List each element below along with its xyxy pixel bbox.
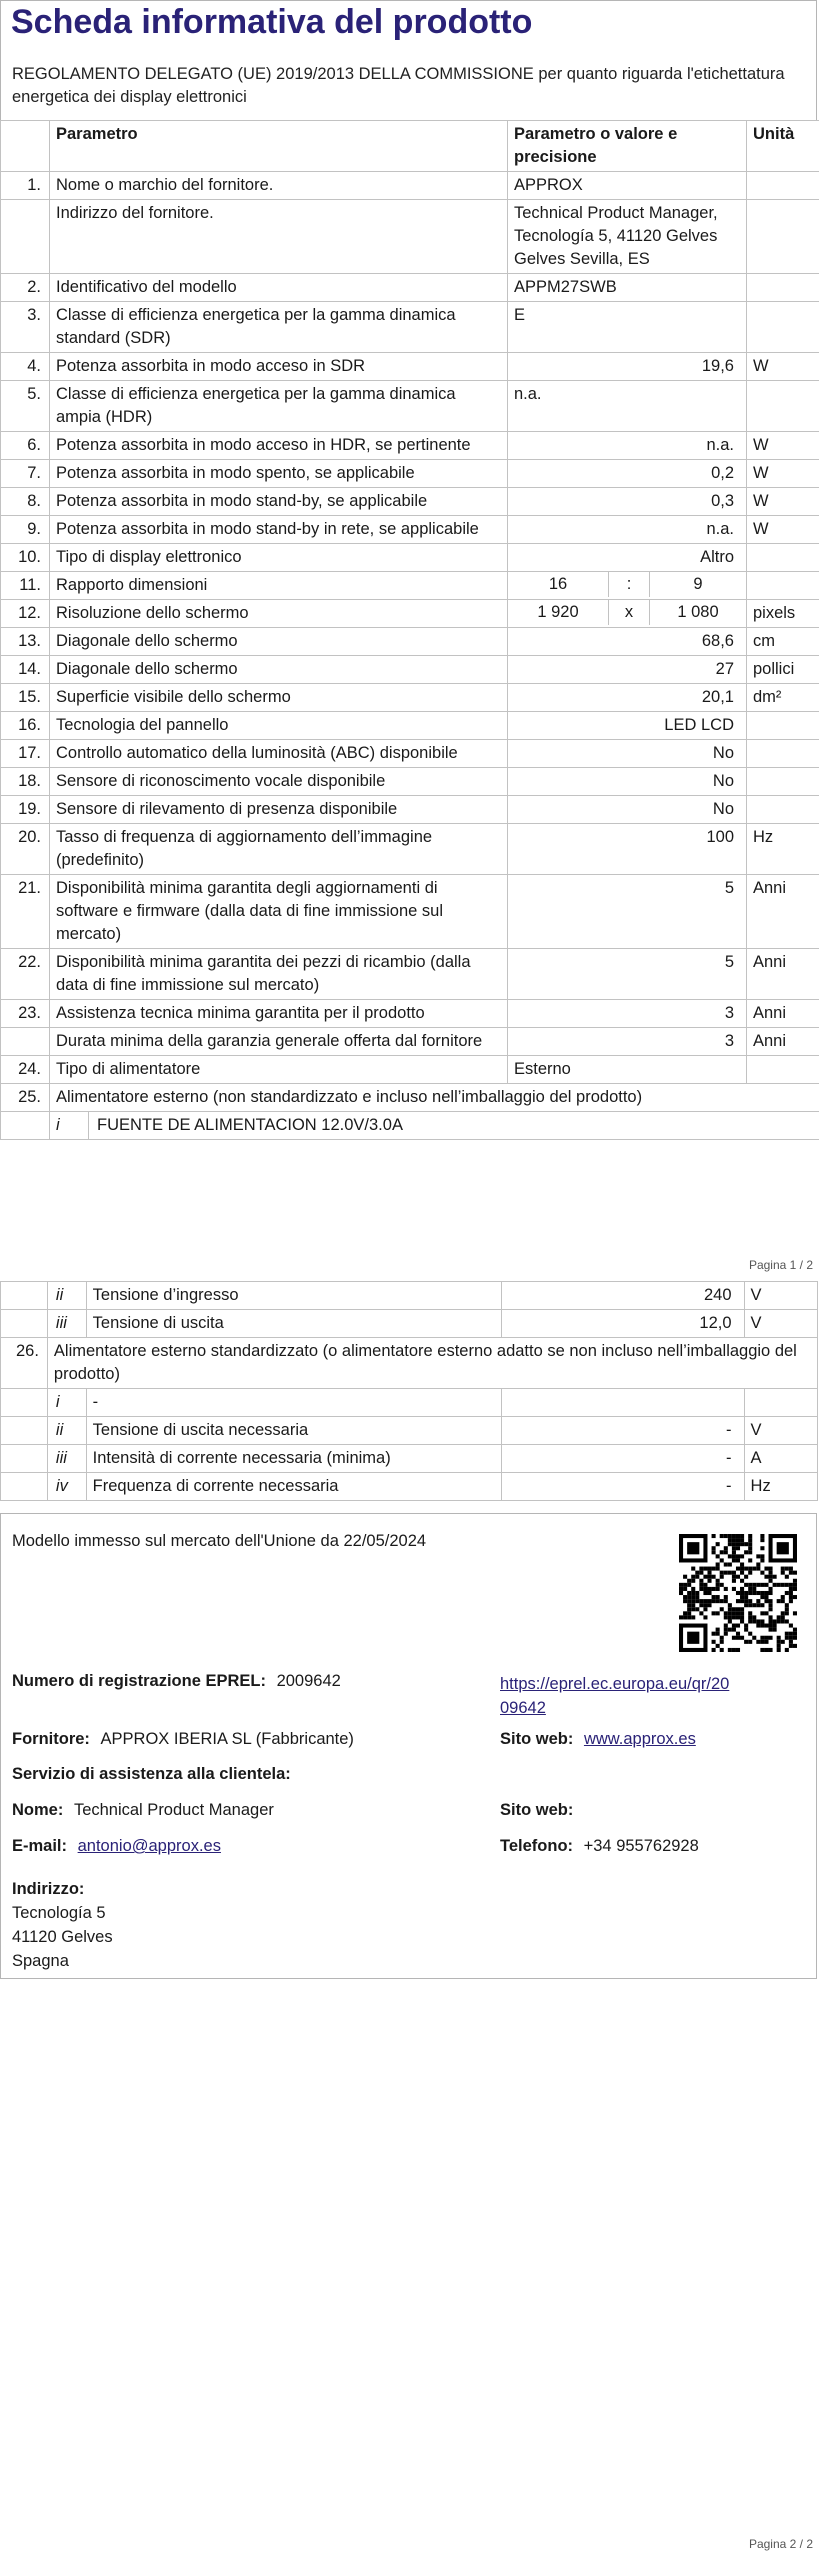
row-value: -	[501, 1473, 744, 1501]
row-num: 16.	[1, 712, 50, 740]
row-unit	[747, 302, 819, 353]
row-param: Potenza assorbita in modo acceso in HDR, se pertinente	[50, 432, 508, 460]
document-header	[0, 0, 817, 121]
row-param: Disponibilità minima garantita degli aggiornamenti di software e firmware (dalla data di fine immissione sul mercato)	[50, 875, 508, 949]
contact-address: Indirizzo: Tecnología 5 41120 Gelves Spagna	[12, 1880, 113, 1970]
row-26-text: Alimentatore esterno standardizzato (o alimentatore esterno adatto se non incluso nell’imballaggio del prodotto)	[47, 1338, 817, 1389]
row-unit	[747, 712, 819, 740]
row-param: Durata minima della garanzia generale offerta dal fornitore	[50, 1028, 508, 1056]
row-num: 15.	[1, 684, 50, 712]
row-param: Sensore di rilevamento di presenza disponibile	[50, 796, 508, 824]
row-num: 3.	[1, 302, 50, 353]
qr-code-icon	[679, 1534, 797, 1652]
row-unit: V	[744, 1282, 817, 1310]
supplier: Fornitore: APPROX IBERIA SL (Fabbricante)	[12, 1730, 354, 1748]
spec-table	[0, 120, 819, 1140]
row-value: 100	[508, 824, 747, 875]
row-param: Classe di efficienza energetica per la gamma dinamica ampia (HDR)	[50, 381, 508, 432]
row-unit: pixels	[747, 600, 819, 628]
row-unit	[747, 200, 819, 274]
table-row	[1, 1028, 819, 1056]
row-num: 10.	[1, 544, 50, 572]
row-value: 0,3	[508, 488, 747, 516]
table-row	[1, 172, 819, 200]
table-row	[1, 796, 819, 824]
row-value: 27	[508, 656, 747, 684]
row-param: Identificativo del modello	[50, 274, 508, 302]
row-unit: V	[744, 1310, 817, 1338]
row-num: 25.	[1, 1084, 50, 1112]
row-unit	[747, 1056, 819, 1084]
table-row	[1, 949, 819, 1000]
table-row	[1, 572, 819, 600]
row-num: 23.	[1, 1000, 50, 1028]
sub-num: iii	[47, 1310, 86, 1338]
row-param: Tensione d’ingresso	[86, 1282, 501, 1310]
spec-table-continued	[0, 1281, 818, 1501]
row-num: 11.	[1, 572, 50, 600]
row-unit	[744, 1389, 817, 1417]
row-num: 17.	[1, 740, 50, 768]
row-value: 68,6	[508, 628, 747, 656]
table-row	[1, 544, 819, 572]
row-unit: A	[744, 1445, 817, 1473]
table-row	[1, 1473, 818, 1501]
row-value: No	[508, 740, 747, 768]
row-unit	[747, 544, 819, 572]
header-param: Parametro	[50, 121, 508, 172]
row-num: 9.	[1, 516, 50, 544]
table-row	[1, 1000, 819, 1028]
row-unit: Anni	[747, 875, 819, 949]
row-num: 21.	[1, 875, 50, 949]
row-num: 6.	[1, 432, 50, 460]
table-row	[1, 1445, 818, 1473]
row-value: 3	[508, 1028, 747, 1056]
eprel-info-box	[0, 1513, 817, 1979]
table-row	[1, 1056, 819, 1084]
row-value	[501, 1389, 744, 1417]
row-unit: W	[747, 488, 819, 516]
row-unit	[747, 796, 819, 824]
row-unit: Hz	[744, 1473, 817, 1501]
table-body-2	[1, 1282, 818, 1501]
row-value: No	[508, 796, 747, 824]
header-value: Parametro o valore e precisione	[508, 121, 747, 172]
contact-email: E-mail: antonio@approx.es	[12, 1837, 221, 1855]
row-unit	[747, 740, 819, 768]
row-unit	[747, 274, 819, 302]
sub-num: i	[50, 1112, 89, 1139]
table-row	[1, 628, 819, 656]
row-num: 12.	[1, 600, 50, 628]
row-param: Tecnologia del pannello	[50, 712, 508, 740]
row-unit: W	[747, 460, 819, 488]
row-num: 14.	[1, 656, 50, 684]
row-num: 19.	[1, 796, 50, 824]
row-param: Tipo di alimentatore	[50, 1056, 508, 1084]
table-row	[1, 432, 819, 460]
row-param: Potenza assorbita in modo acceso in SDR	[50, 353, 508, 381]
table-row	[1, 1389, 818, 1417]
row-value: 5	[508, 875, 747, 949]
table-row	[1, 684, 819, 712]
row-param: Nome o marchio del fornitore.	[50, 172, 508, 200]
row-param: Tipo di display elettronico	[50, 544, 508, 572]
row-num: 2.	[1, 274, 50, 302]
row-param: Diagonale dello schermo	[50, 656, 508, 684]
row-value: 5	[508, 949, 747, 1000]
table-row	[1, 353, 819, 381]
header-num	[1, 121, 50, 172]
row-param: Frequenza di corrente necessaria	[86, 1473, 501, 1501]
row-num	[1, 1028, 50, 1056]
row-unit: Anni	[747, 949, 819, 1000]
table-row	[1, 488, 819, 516]
row-26	[1, 1338, 818, 1389]
customer-service-title: Servizio di assistenza alla clientela:	[12, 1765, 291, 1783]
row-num: 8.	[1, 488, 50, 516]
row-num: 5.	[1, 381, 50, 432]
row-param: Sensore di riconoscimento vocale disponibile	[50, 768, 508, 796]
row-param: Risoluzione dello schermo	[50, 600, 508, 628]
row-value: LED LCD	[508, 712, 747, 740]
eprel-registration: Numero di registrazione EPREL: 2009642	[12, 1672, 341, 1690]
row-param: Tasso di frequenza di aggiornamento dell’immagine (predefinito)	[50, 824, 508, 875]
row-param: Diagonale dello schermo	[50, 628, 508, 656]
email-link[interactable]: antonio@approx.es	[77, 1837, 221, 1855]
sub-num: ii	[47, 1282, 86, 1310]
row-num: 24.	[1, 1056, 50, 1084]
row-unit: W	[747, 516, 819, 544]
row-num: 4.	[1, 353, 50, 381]
table-row	[1, 875, 819, 949]
row-value: No	[508, 768, 747, 796]
table-row	[1, 516, 819, 544]
row-param: Controllo automatico della luminosità (ABC) disponibile	[50, 740, 508, 768]
table-body	[1, 172, 819, 1084]
row-value: 1 920 x 1 080	[508, 600, 747, 628]
row-unit: Hz	[747, 824, 819, 875]
contact-name: Nome: Technical Product Manager	[12, 1801, 274, 1819]
page-title: Scheda informativa del prodotto	[11, 3, 533, 41]
row-num: 7.	[1, 460, 50, 488]
row-param: Classe di efficienza energetica per la gamma dinamica standard (SDR)	[50, 302, 508, 353]
table-row	[1, 600, 819, 628]
row-param: Tensione di uscita necessaria	[86, 1417, 501, 1445]
row-unit	[747, 172, 819, 200]
row-value: Esterno	[508, 1056, 747, 1084]
contact-phone: Telefono: +34 955762928	[500, 1837, 699, 1855]
service-website: Sito web:	[500, 1801, 574, 1819]
row-value: APPROX	[508, 172, 747, 200]
table-row	[1, 200, 819, 274]
row-param: Superficie visibile dello schermo	[50, 684, 508, 712]
row-value: 16 : 9	[508, 572, 747, 600]
row-unit: Anni	[747, 1028, 819, 1056]
row-value: APPM27SWB	[508, 274, 747, 302]
row-unit: dm²	[747, 684, 819, 712]
row-num: 20.	[1, 824, 50, 875]
table-row	[1, 740, 819, 768]
row-param: -	[86, 1389, 501, 1417]
row-param: Potenza assorbita in modo stand-by in rete, se applicabile	[50, 516, 508, 544]
page-footer-1: Pagina 1 / 2	[748, 1258, 813, 1272]
row-unit: V	[744, 1417, 817, 1445]
row-value: -	[501, 1445, 744, 1473]
row-value: 20,1	[508, 684, 747, 712]
row-value: 240	[501, 1282, 744, 1310]
row-25-text: Alimentatore esterno (non standardizzato e incluso nell’imballaggio del prodotto)	[50, 1084, 819, 1112]
sub-num: iv	[47, 1473, 86, 1501]
row-num: 26.	[1, 1338, 48, 1389]
table-row	[1, 460, 819, 488]
row-unit: W	[747, 353, 819, 381]
row-param: Rapporto dimensioni	[50, 572, 508, 600]
row-value: Technical Product Manager, Tecnología 5, 41120 Gelves Gelves Sevilla, ES	[508, 200, 747, 274]
row-num: 22.	[1, 949, 50, 1000]
table-row	[1, 1282, 818, 1310]
row-param: Tensione di uscita	[86, 1310, 501, 1338]
row-num	[1, 200, 50, 274]
table-row	[1, 274, 819, 302]
website-link[interactable]: www.approx.es	[583, 1730, 696, 1748]
table-row	[1, 712, 819, 740]
row-unit	[747, 768, 819, 796]
row-unit: cm	[747, 628, 819, 656]
row-value: 12,0	[501, 1310, 744, 1338]
supplier-website: Sito web: www.approx.es	[500, 1730, 696, 1748]
row-unit: pollici	[747, 656, 819, 684]
row-value: n.a.	[508, 516, 747, 544]
row-value: n.a.	[508, 432, 747, 460]
power-supply-model: FUENTE DE ALIMENTACION 12.0V/3.0A	[97, 1116, 403, 1134]
row-unit	[747, 572, 819, 600]
row-param: Indirizzo del fornitore.	[50, 200, 508, 274]
sub-num: i	[47, 1389, 86, 1417]
row-value: 0,2	[508, 460, 747, 488]
row-value: 19,6	[508, 353, 747, 381]
row-unit	[747, 381, 819, 432]
market-date-text: Modello immesso sul mercato dell'Unione da 22/05/2024	[12, 1532, 427, 1550]
row-unit: W	[747, 432, 819, 460]
row-num: 1.	[1, 172, 50, 200]
regulation-subtitle: REGOLAMENTO DELEGATO (UE) 2019/2013 DELLA COMMISSIONE per quanto riguarda l'etichettatura energetica dei display elettronici	[12, 65, 785, 106]
header-unit: Unità	[747, 121, 819, 172]
row-value: 3	[508, 1000, 747, 1028]
page-footer-2: Pagina 2 / 2	[748, 2537, 813, 2551]
table-row	[1, 656, 819, 684]
table-row	[1, 381, 819, 432]
row-25-sub-i	[1, 1112, 819, 1140]
table-row	[1, 1417, 818, 1445]
row-25	[1, 1084, 819, 1112]
row-param: Intensità di corrente necessaria (minima)	[86, 1445, 501, 1473]
eprel-link[interactable]: https://eprel.ec.europa.eu/qr/20 09642	[500, 1675, 730, 1717]
table-row	[1, 1310, 818, 1338]
row-num: 13.	[1, 628, 50, 656]
row-value: E	[508, 302, 747, 353]
row-unit: Anni	[747, 1000, 819, 1028]
row-value: -	[501, 1417, 744, 1445]
table-row	[1, 824, 819, 875]
row-param: Disponibilità minima garantita dei pezzi di ricambio (dalla data di fine immissione sul mercato)	[50, 949, 508, 1000]
row-num: 18.	[1, 768, 50, 796]
sub-num: iii	[47, 1445, 86, 1473]
row-value: n.a.	[508, 381, 747, 432]
sub-num: ii	[47, 1417, 86, 1445]
row-param: Potenza assorbita in modo spento, se applicabile	[50, 460, 508, 488]
row-value: Altro	[508, 544, 747, 572]
table-header-row	[1, 121, 819, 172]
row-param: Potenza assorbita in modo stand-by, se applicabile	[50, 488, 508, 516]
row-param: Assistenza tecnica minima garantita per il prodotto	[50, 1000, 508, 1028]
table-row	[1, 302, 819, 353]
table-row	[1, 768, 819, 796]
